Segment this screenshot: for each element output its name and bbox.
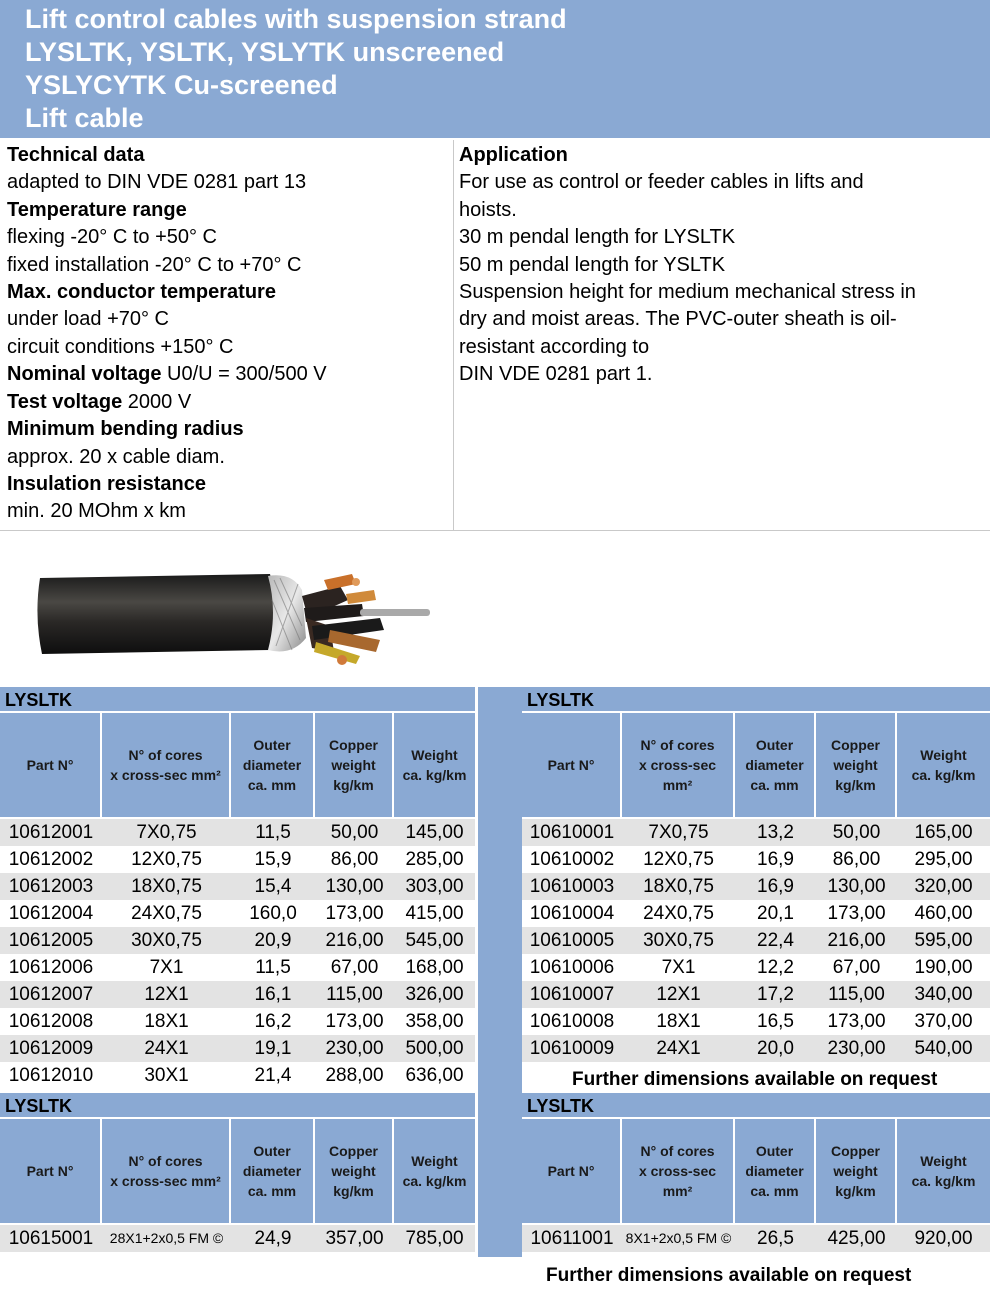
- application-column: [454, 140, 990, 531]
- title-line-3: YSLYCYTK Cu-screened: [25, 70, 338, 100]
- cell-weight: 145,00: [405, 822, 464, 843]
- cell-outer-diameter: 26,5: [757, 1228, 794, 1249]
- cell-copper-weight: 230,00: [827, 1038, 886, 1059]
- table-row: [522, 981, 990, 1008]
- further-dimensions-note: Further dimensions available on request: [572, 1069, 938, 1090]
- header-banner: [0, 0, 990, 138]
- cell-part-number: 10610007: [529, 984, 615, 1005]
- table-header: [0, 1119, 475, 1223]
- cell-weight: 320,00: [914, 876, 973, 897]
- table-body: [0, 1225, 475, 1252]
- cell-cores: 7X1: [661, 957, 696, 978]
- application-line: DIN VDE 0281 part 1.: [459, 363, 653, 385]
- cell-weight: 358,00: [405, 1011, 464, 1032]
- cell-cores: 28X1+2x0,5 FM ©: [109, 1230, 224, 1246]
- cell-cores: 24X1: [656, 1038, 701, 1059]
- table-row: [522, 873, 990, 900]
- col-weight: Weight ca. kg/km: [394, 1119, 475, 1223]
- col-outer: Outer diameter ca. mm: [735, 1119, 814, 1223]
- cell-weight: 370,00: [914, 1011, 973, 1032]
- test-value: 2000 V: [122, 391, 192, 413]
- table-header: [0, 713, 475, 817]
- col-cores: N° of cores x cross-sec mm²: [622, 713, 733, 817]
- cell-copper-weight: 216,00: [827, 930, 886, 951]
- table-body: [522, 1225, 990, 1252]
- cell-weight: 540,00: [914, 1038, 973, 1059]
- cell-cores: 12X0,75: [643, 849, 714, 870]
- title-line-2: LYSLTK, YSLTK, YSLYTK unscreened: [25, 37, 505, 67]
- insulation-value: min. 20 MOhm x km: [7, 500, 186, 522]
- col-copper: Copper weight kg/km: [816, 713, 895, 817]
- table-row: [0, 954, 475, 981]
- table-row: [0, 1008, 475, 1035]
- table-title: LYSLTK: [522, 687, 990, 711]
- cell-cores: 24X0,75: [643, 903, 714, 924]
- table-row: [522, 927, 990, 954]
- cell-outer-diameter: 160,0: [249, 903, 297, 924]
- col-part: Part N°: [522, 713, 620, 817]
- table-row: [522, 1035, 990, 1062]
- cell-copper-weight: 173,00: [325, 903, 384, 924]
- cell-copper-weight: 230,00: [325, 1038, 384, 1059]
- cell-copper-weight: 173,00: [827, 1011, 886, 1032]
- table-row: [0, 846, 475, 873]
- cell-part-number: 10610004: [529, 903, 615, 924]
- cell-outer-diameter: 22,4: [757, 930, 794, 951]
- cell-outer-diameter: 16,5: [757, 1011, 794, 1032]
- cell-copper-weight: 86,00: [330, 849, 379, 870]
- cell-cores: 12X1: [144, 984, 189, 1005]
- application-line: 50 m pendal length for YSLTK: [459, 254, 726, 276]
- cell-cores: 24X0,75: [131, 903, 202, 924]
- cell-part-number: 10612001: [8, 822, 94, 843]
- table-row: [522, 819, 990, 846]
- cell-outer-diameter: 15,9: [254, 849, 292, 870]
- col-cores: N° of cores x cross-sec mm²: [622, 1119, 733, 1223]
- cell-copper-weight: 86,00: [832, 849, 881, 870]
- cell-weight: 545,00: [405, 930, 464, 951]
- cell-part-number: 10612009: [8, 1038, 94, 1059]
- cell-cores: 7X0,75: [136, 822, 197, 843]
- cell-copper-weight: 67,00: [330, 957, 379, 978]
- col-weight: Weight ca. kg/km: [394, 713, 475, 817]
- table-row: [0, 1035, 475, 1062]
- col-cores: N° of cores x cross-sec mm²: [102, 713, 229, 817]
- cell-outer-diameter: 17,2: [757, 984, 794, 1005]
- cell-copper-weight: 173,00: [325, 1011, 384, 1032]
- table-row: [0, 900, 475, 927]
- test-label: Test voltage: [7, 391, 123, 413]
- cell-copper-weight: 130,00: [827, 876, 886, 897]
- title-line-4: Lift cable: [25, 103, 144, 133]
- table-row: [0, 873, 475, 900]
- cell-outer-diameter: 24,9: [254, 1228, 292, 1249]
- application-heading: Application: [459, 144, 568, 166]
- cell-outer-diameter: 16,2: [254, 1011, 292, 1032]
- cable-illustration: [30, 560, 530, 680]
- cell-outer-diameter: 21,4: [254, 1065, 292, 1086]
- cell-weight: 920,00: [914, 1228, 973, 1249]
- cell-part-number: 10612004: [8, 903, 94, 924]
- cell-outer-diameter: 11,5: [255, 957, 291, 978]
- col-cores: N° of cores x cross-sec mm²: [102, 1119, 229, 1223]
- bending-value: approx. 20 x cable diam.: [7, 446, 225, 468]
- cell-outer-diameter: 19,1: [254, 1038, 292, 1059]
- cell-weight: 595,00: [914, 930, 973, 951]
- application-line: 30 m pendal length for LYSLTK: [459, 226, 736, 248]
- cell-part-number: 10615001: [8, 1228, 94, 1249]
- col-part: Part N°: [0, 1119, 100, 1223]
- cell-weight: 295,00: [914, 849, 973, 870]
- cell-cores: 7X1: [149, 957, 184, 978]
- insulation-heading: Insulation resistance: [7, 473, 206, 495]
- table-header: [522, 1119, 990, 1223]
- cell-outer-diameter: 20,0: [757, 1038, 794, 1059]
- table-row: [0, 1225, 475, 1252]
- application-line: hoists.: [459, 199, 517, 221]
- col-copper: Copper weight kg/km: [315, 1119, 392, 1223]
- table-header: [522, 713, 990, 817]
- table-row: [0, 927, 475, 954]
- cell-part-number: 10610009: [529, 1038, 615, 1059]
- col-weight: Weight ca. kg/km: [897, 713, 990, 817]
- cell-copper-weight: 67,00: [832, 957, 881, 978]
- cell-weight: 636,00: [405, 1065, 464, 1086]
- cell-copper-weight: 288,00: [325, 1065, 384, 1086]
- cell-part-number: 10612005: [8, 930, 94, 951]
- table-row: [522, 1225, 990, 1252]
- col-part: Part N°: [522, 1119, 620, 1223]
- table-row: [0, 981, 475, 1008]
- cell-part-number: 10612010: [8, 1065, 94, 1086]
- table-row: [522, 954, 990, 981]
- application-line: resistant according to: [459, 336, 650, 358]
- application-line: dry and moist areas. The PVC-outer sheath is oil-: [459, 308, 897, 330]
- standard-text: adapted to DIN VDE 0281 part 13: [7, 171, 307, 193]
- cell-weight: 168,00: [405, 957, 464, 978]
- bending-heading: Minimum bending radius: [7, 418, 244, 440]
- cell-cores: 18X1: [656, 1011, 701, 1032]
- cell-part-number: 10610003: [529, 876, 615, 897]
- cell-part-number: 10612002: [8, 849, 94, 870]
- cell-cores: 24X1: [144, 1038, 189, 1059]
- maxcond-circuit: circuit conditions +150° C: [7, 336, 234, 358]
- cell-outer-diameter: 16,9: [757, 876, 794, 897]
- temp-flexing: flexing -20° C to +50° C: [7, 226, 217, 248]
- cell-cores: 8X1+2x0,5 FM ©: [625, 1230, 732, 1246]
- cell-copper-weight: 115,00: [326, 984, 383, 1005]
- cell-part-number: 10610005: [529, 930, 615, 951]
- maxcond-load: under load +70° C: [7, 308, 170, 330]
- cell-part-number: 10612006: [8, 957, 94, 978]
- cell-cores: 12X0,75: [131, 849, 202, 870]
- cell-part-number: 10610008: [529, 1011, 615, 1032]
- cell-part-number: 10611001: [530, 1228, 614, 1249]
- table-title: LYSLTK: [522, 1093, 990, 1117]
- cell-outer-diameter: 13,2: [757, 822, 794, 843]
- cell-cores: 18X1: [144, 1011, 189, 1032]
- cell-outer-diameter: 15,4: [254, 876, 292, 897]
- divider: [0, 530, 990, 531]
- col-copper: Copper weight kg/km: [315, 713, 392, 817]
- nominal-label: Nominal voltage: [7, 363, 162, 385]
- cell-part-number: 10610006: [529, 957, 615, 978]
- cell-cores: 12X1: [656, 984, 701, 1005]
- technical-heading: Technical data: [7, 144, 145, 166]
- cell-part-number: 10612003: [8, 876, 94, 897]
- cell-outer-diameter: 20,9: [254, 930, 292, 951]
- cell-part-number: 10612008: [8, 1011, 94, 1032]
- cell-weight: 165,00: [914, 822, 973, 843]
- cell-copper-weight: 130,00: [325, 876, 384, 897]
- technical-data-column: [0, 140, 454, 531]
- cell-weight: 500,00: [405, 1038, 464, 1059]
- temp-fixed: fixed installation -20° C to +70° C: [7, 254, 302, 276]
- table-body: [522, 819, 990, 1062]
- table-title: LYSLTK: [0, 1093, 475, 1117]
- cell-copper-weight: 425,00: [827, 1228, 886, 1249]
- table-gutter: [478, 687, 522, 1257]
- cell-copper-weight: 173,00: [827, 903, 886, 924]
- cell-copper-weight: 50,00: [330, 822, 379, 843]
- cell-weight: 190,00: [914, 957, 973, 978]
- nominal-value: U0/U = 300/500 V: [161, 363, 327, 385]
- cell-cores: 7X0,75: [648, 822, 709, 843]
- cell-weight: 340,00: [914, 984, 973, 1005]
- tech-section: [0, 140, 990, 531]
- table-row: [0, 819, 475, 846]
- cell-part-number: 10610002: [529, 849, 615, 870]
- cell-outer-diameter: 16,9: [757, 849, 794, 870]
- further-dimensions-footer: Further dimensions available on request: [546, 1265, 912, 1286]
- cell-weight: 460,00: [914, 903, 973, 924]
- table-row: [522, 846, 990, 873]
- cell-cores: 18X0,75: [643, 876, 714, 897]
- cell-cores: 30X0,75: [131, 930, 202, 951]
- col-outer: Outer diameter ca. mm: [735, 713, 814, 817]
- cell-copper-weight: 50,00: [832, 822, 881, 843]
- cell-outer-diameter: 20,1: [757, 903, 794, 924]
- cell-copper-weight: 216,00: [325, 930, 384, 951]
- cell-copper-weight: 357,00: [325, 1228, 384, 1249]
- cell-outer-diameter: 16,1: [254, 984, 292, 1005]
- col-outer: Outer diameter ca. mm: [231, 1119, 313, 1223]
- cell-weight: 415,00: [405, 903, 464, 924]
- table-title: LYSLTK: [0, 687, 475, 711]
- application-line: For use as control or feeder cables in lifts and: [459, 171, 864, 193]
- cell-part-number: 10610001: [529, 822, 615, 843]
- table-row: [0, 1062, 475, 1089]
- cell-cores: 18X0,75: [131, 876, 202, 897]
- col-outer: Outer diameter ca. mm: [231, 713, 313, 817]
- col-copper: Copper weight kg/km: [816, 1119, 895, 1223]
- title-line-1: Lift control cables with suspension strand: [25, 4, 567, 34]
- col-part: Part N°: [0, 713, 100, 817]
- cell-outer-diameter: 12,2: [757, 957, 794, 978]
- col-weight: Weight ca. kg/km: [897, 1119, 990, 1223]
- cell-cores: 30X1: [144, 1065, 189, 1086]
- temp-heading: Temperature range: [7, 199, 187, 221]
- cell-outer-diameter: 11,5: [255, 822, 291, 843]
- cell-weight: 303,00: [405, 876, 464, 897]
- maxcond-heading: Max. conductor temperature: [7, 281, 276, 303]
- table-body: [0, 819, 475, 1089]
- cell-weight: 785,00: [405, 1228, 464, 1249]
- cell-cores: 30X0,75: [643, 930, 714, 951]
- cell-weight: 326,00: [405, 984, 464, 1005]
- cell-weight: 285,00: [405, 849, 464, 870]
- cell-copper-weight: 115,00: [828, 984, 885, 1005]
- application-line: Suspension height for medium mechanical stress in: [459, 281, 916, 303]
- table-row: [522, 900, 990, 927]
- cell-part-number: 10612007: [8, 984, 94, 1005]
- table-row: [522, 1008, 990, 1035]
